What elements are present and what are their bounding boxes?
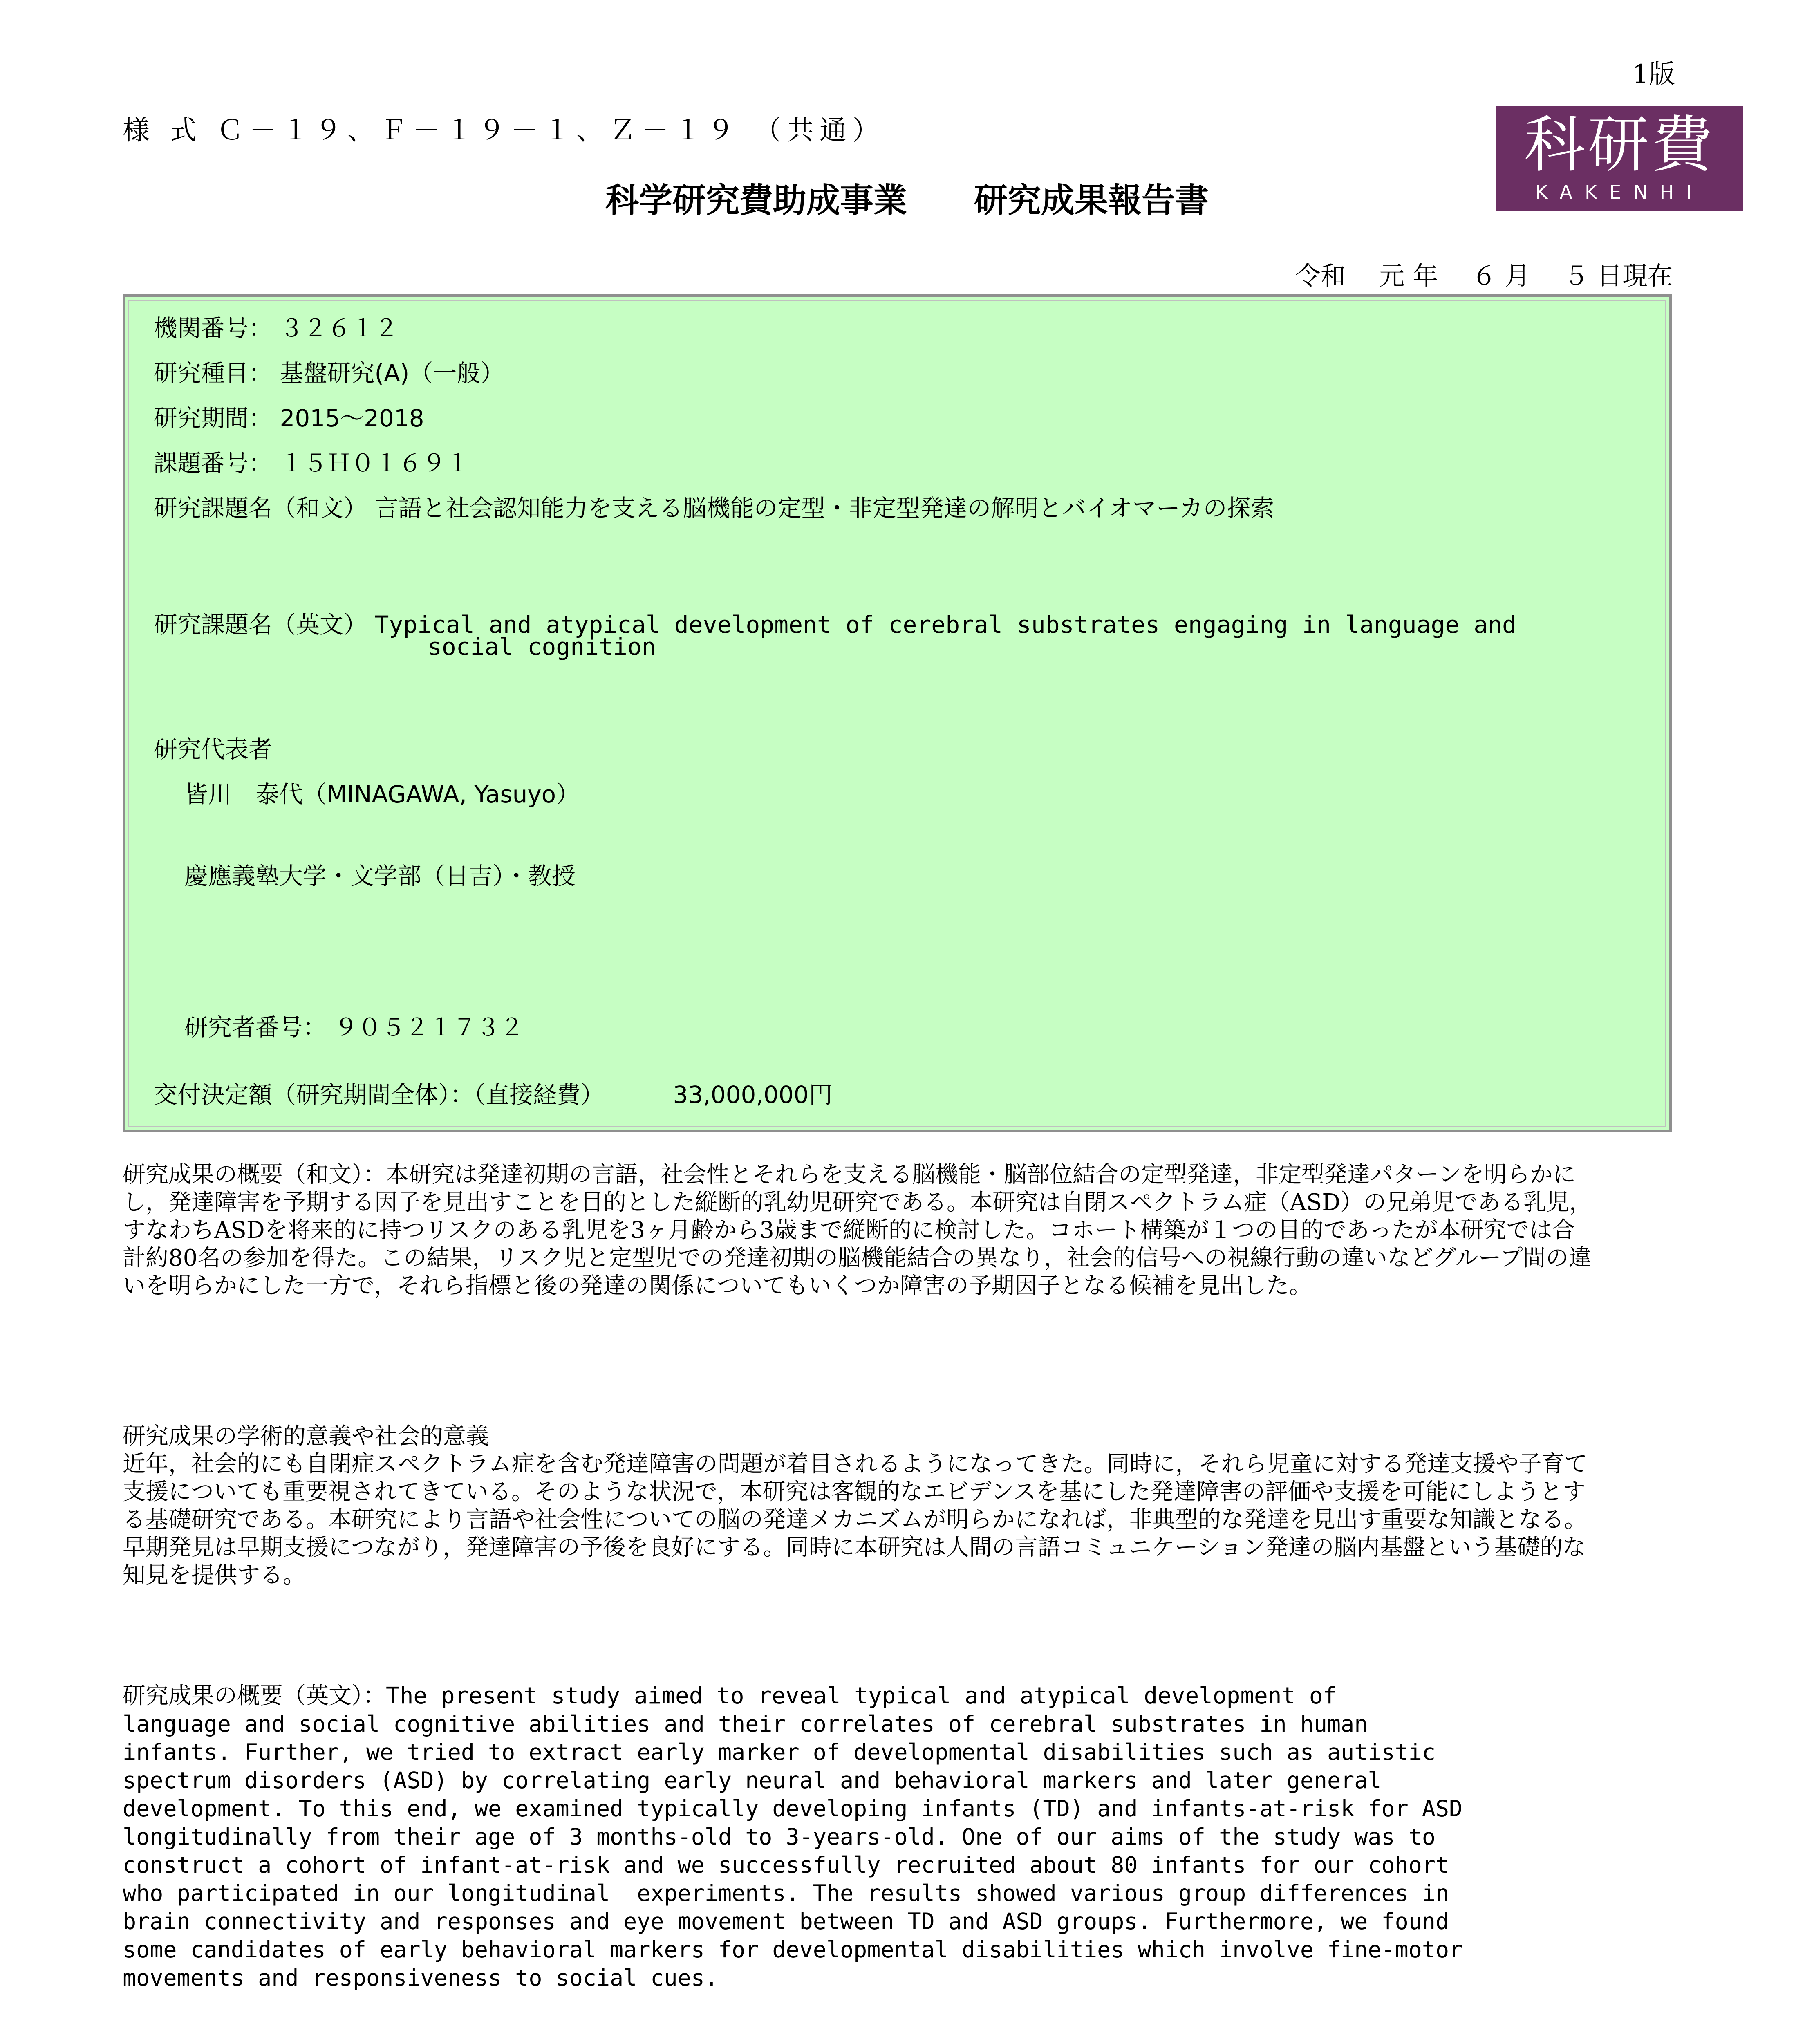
period-row	[154, 399, 424, 433]
document-title: 科学研究費助成事業 研究成果報告書	[605, 181, 1209, 220]
abstract-ja	[123, 1161, 1594, 1300]
period-label: 研究期間：	[154, 404, 273, 432]
report-date: 令和 元 年 ６ 月 ５ 日現在	[1295, 261, 1673, 291]
researcher-number-label: 研究者番号：	[184, 1013, 327, 1041]
abstract-ja-text: 本研究は発達初期の言語，社会性とそれらを支える脳機能・脳部位結合の定型発達，非定型発達パターンを明らかにし，発達障害を予期する因子を見出すことを目的とした縦断的乳幼児研究である。本研究は自閉スペクトラム症（ASD）の兄弟児である乳児，すなわちASDを将来的に持つリスクのある乳児を3ヶ月齢から3歳まで縦断的に検討した。コホート構築が１つの目的であったが本研究では合計約80名の参加を得た。この結果，リスク児と定型児での発達初期の脳機能結合の異なり，社会的信号への視線行動の違いなどグループ間の違いを明らかにした一方で，それら指標と後の発達の関係についてもいくつか障害の予期因子となる候補を見出した。	[123, 1161, 1592, 1299]
abstract-en-line1: The present study aimed to reveal typical and atypical development of	[386, 1683, 1337, 1709]
logo-kanji: 科研費	[1524, 110, 1715, 181]
category-row	[154, 354, 504, 388]
category-value: 基盤研究(A)（一般）	[280, 359, 504, 387]
abstract-en-body: language and social cognitive abilities and their correlates of cerebral substrates in human infants. Further, we tried to extract early marker of developmental disabilities such as autistic spectrum disorders (ASD) by correlating early neural and behavioral markers and later general development. To this end, we examined typically developing infants (TD) and infants-at-risk for ASD longitudinally from their age of 3 months-old to 3-years-old. One of our aims of the study was to construct a cohort of infant-at-risk and we successfully recruited about 80 infants for our cohort who participated in our longitudinal experiments. The results showed various group differences in brain connectivity and responses and eye movement between TD and ASD groups. Furthermore, we found some candidates of early behavioral markers for developmental disabilities which involve fine-motor movements and responsiveness to social cues.	[123, 1711, 1463, 1991]
logo-roman: KAKENHI	[1535, 181, 1704, 203]
title-en-row	[154, 605, 1516, 640]
pi-name: 皆川 泰代（MINAGAWA, Yasuyo）	[184, 780, 580, 808]
grant-label: 交付決定額（研究期間全体）：（直接経費）	[154, 1081, 605, 1109]
project-number-label: 課題番号：	[154, 449, 273, 477]
title-en-line1: Typical and atypical development of cerebral substrates engaging in language and	[374, 611, 1516, 639]
significance-text: 近年，社会的にも自閉症スペクトラム症を含む発達障害の問題が着目されるようになってきた。同時に，それら児童に対する発達支援や子育て支援についても重要視されてきている。そのような状況で，本研究は客観的なエビデンスを基にした発達障害の評価や支援を可能にしようとする基礎研究である。本研究により言語や社会性についての脳の発達メカニズムが明らかになれば，非典型的な発達を見出す重要な知識となる。早期発見は早期支援につながり，発達障害の予後を良好にする。同時に本研究は人間の言語コミュニケーション発達の脳内基盤という基礎的な知見を提供する。	[123, 1451, 1588, 1589]
researcher-number-value: ９０５２１７３２	[334, 1013, 524, 1041]
project-number-row	[154, 444, 469, 478]
pi-label: 研究代表者	[154, 735, 273, 763]
title-ja-value: 言語と社会認知能力を支える脳機能の定型・非定型発達の解明とバイオマーカの探索	[374, 494, 1274, 522]
institution-label: 機関番号：	[154, 314, 273, 342]
researcher-number-row	[184, 1008, 524, 1042]
grant-value: 33,000,000円	[673, 1081, 833, 1109]
project-summary-box	[123, 294, 1672, 1132]
significance-heading: 研究成果の学術的意義や社会的意義	[123, 1423, 489, 1450]
period-value: 2015～2018	[280, 404, 424, 432]
form-label: 様 式 Ｃ－１９、Ｆ－１９－１、Ｚ－１９ （共通）	[123, 114, 885, 146]
institution-row	[154, 309, 398, 343]
category-label: 研究種目：	[154, 359, 273, 387]
title-en-line2: social cognition	[428, 633, 656, 661]
title-ja-label: 研究課題名（和文）	[154, 494, 367, 522]
abstract-en	[123, 1682, 1635, 1710]
title-ja-row	[154, 489, 1274, 523]
abstract-en-heading: 研究成果の概要（英文）：	[123, 1683, 386, 1709]
abstract-ja-heading: 研究成果の概要（和文）：	[123, 1161, 386, 1188]
pi-affiliation: 慶應義塾大学・文学部（日吉）・教授	[184, 862, 576, 890]
version-label: 1版	[1632, 59, 1675, 90]
institution-value: ３２６１２	[280, 314, 399, 342]
project-number-value: １５Ｈ０１６９１	[280, 449, 470, 477]
grant-row	[154, 1076, 833, 1110]
title-en-label: 研究課題名（英文）	[154, 611, 367, 639]
